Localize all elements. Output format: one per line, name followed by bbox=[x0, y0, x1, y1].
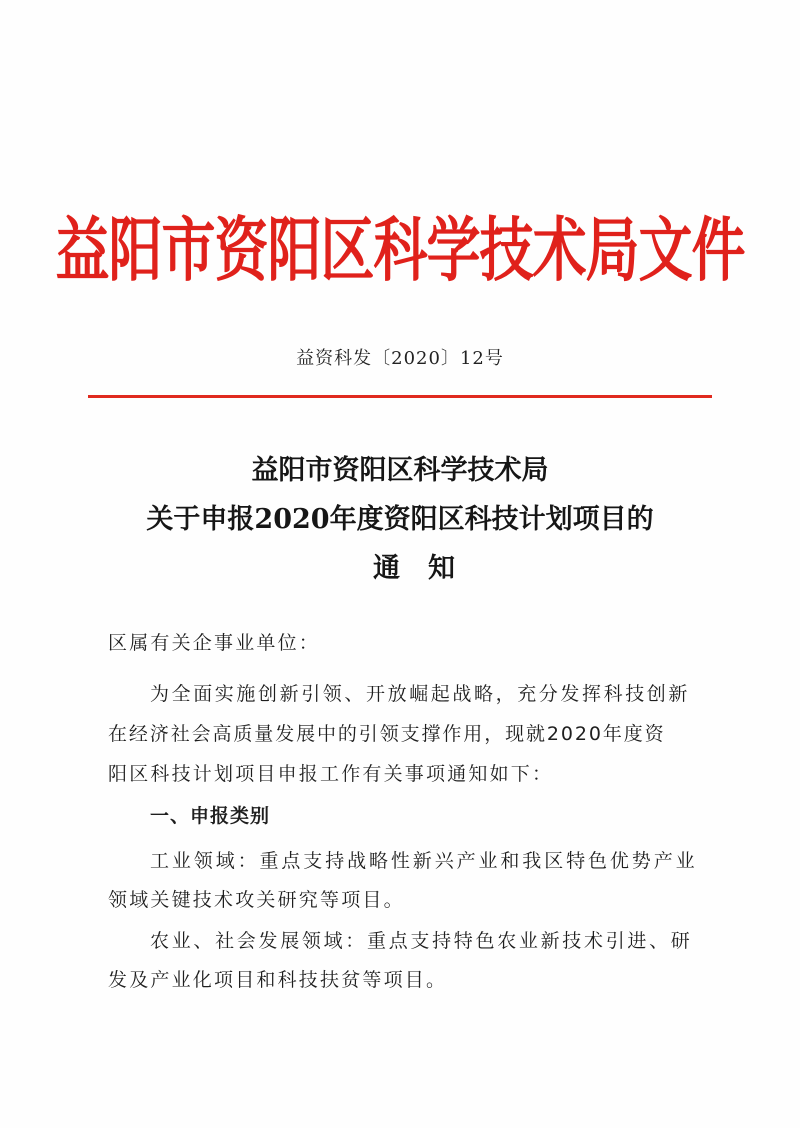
document-header-title: 益阳市资阳区科学技术局文件 bbox=[55, 208, 745, 291]
industry-paragraph-line-1: 工业领域：重点支持战略性新兴产业和我区特色优势产业 bbox=[150, 850, 698, 872]
notice-title-line-3: 通知 bbox=[373, 553, 483, 584]
agriculture-paragraph-line-2: 发及产业化项目和科技扶贫等项目。 bbox=[108, 969, 448, 991]
notice-title-line-2: 关于申报2020年度资阳区科技计划项目的 bbox=[146, 504, 654, 535]
intro-paragraph-line-3: 阳区科技计划项目申报工作有关事项通知如下： bbox=[108, 763, 554, 785]
industry-paragraph-line-2: 领域关键技术攻关研究等项目。 bbox=[108, 889, 405, 911]
salutation: 区属有关企事业单位： bbox=[108, 632, 321, 654]
section-heading: 一、申报类别 bbox=[150, 805, 271, 827]
red-divider-line bbox=[88, 395, 712, 398]
notice-title-line-1: 益阳市资阳区科学技术局 bbox=[251, 455, 549, 486]
agriculture-paragraph-line-1: 农业、社会发展领域：重点支持特色农业新技术引进、研 bbox=[150, 930, 693, 952]
intro-paragraph-line-1: 为全面实施创新引领、开放崛起战略，充分发挥科技创新 bbox=[150, 683, 691, 705]
intro-paragraph-line-2: 在经济社会高质量发展中的引领支撑作用，现就2020年度资 bbox=[108, 723, 666, 745]
document-number: 益资科发〔2020〕12号 bbox=[296, 348, 504, 369]
